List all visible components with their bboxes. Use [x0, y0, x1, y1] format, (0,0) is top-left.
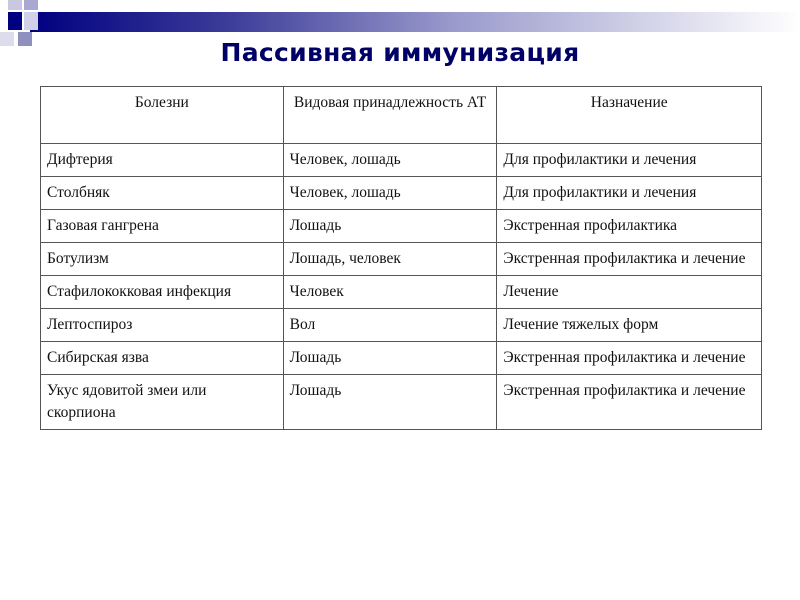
purpose-cell: Лечение: [497, 276, 762, 309]
table-row: [41, 276, 762, 309]
disease-cell: Укус ядовитой змеи или скорпиона: [41, 375, 284, 430]
decor-square: [24, 0, 38, 10]
disease-cell: Ботулизм: [41, 243, 284, 276]
disease-cell: Газовая гангрена: [41, 210, 284, 243]
antibody-source-cell: Человек: [283, 276, 497, 309]
header-cell: Назначение: [497, 87, 762, 144]
table-row: [41, 375, 762, 430]
antibody-source-cell: Лошадь, человек: [283, 243, 497, 276]
header-cell: Видовая принадлежность АТ: [283, 87, 497, 144]
header-cell: Болезни: [41, 87, 284, 144]
antibody-source-cell: Человек, лошадь: [283, 144, 497, 177]
decor-square: [24, 12, 38, 30]
page-title: Пассивная иммунизация: [220, 38, 580, 67]
purpose-cell: Экстренная профилактика и лечение: [497, 375, 762, 430]
purpose-cell: Лечение тяжелых форм: [497, 309, 762, 342]
antibody-source-cell: Лошадь: [283, 342, 497, 375]
purpose-cell: Для профилактики и лечения: [497, 144, 762, 177]
disease-cell: Стафилококковая инфекция: [41, 276, 284, 309]
antibody-source-cell: Лошадь: [283, 210, 497, 243]
purpose-cell: Экстренная профилактика и лечение: [497, 342, 762, 375]
decor-square: [8, 0, 22, 10]
table-row: [41, 210, 762, 243]
table-row: [41, 243, 762, 276]
antibody-source-cell: Вол: [283, 309, 497, 342]
table-row: [41, 309, 762, 342]
disease-cell: Лептоспироз: [41, 309, 284, 342]
table-row: [41, 177, 762, 210]
table-header-row: [41, 87, 762, 144]
table-row: [41, 144, 762, 177]
decor-square: [8, 12, 22, 30]
disease-cell: Дифтерия: [41, 144, 284, 177]
purpose-cell: Для профилактики и лечения: [497, 177, 762, 210]
disease-cell: Столбняк: [41, 177, 284, 210]
purpose-cell: Экстренная профилактика и лечение: [497, 243, 762, 276]
header-gradient-bar: [30, 12, 800, 32]
purpose-cell: Экстренная профилактика: [497, 210, 762, 243]
antibody-source-cell: Лошадь: [283, 375, 497, 430]
disease-cell: Сибирская язва: [41, 342, 284, 375]
immunization-table: [40, 86, 762, 430]
antibody-source-cell: Человек, лошадь: [283, 177, 497, 210]
table-row: [41, 342, 762, 375]
